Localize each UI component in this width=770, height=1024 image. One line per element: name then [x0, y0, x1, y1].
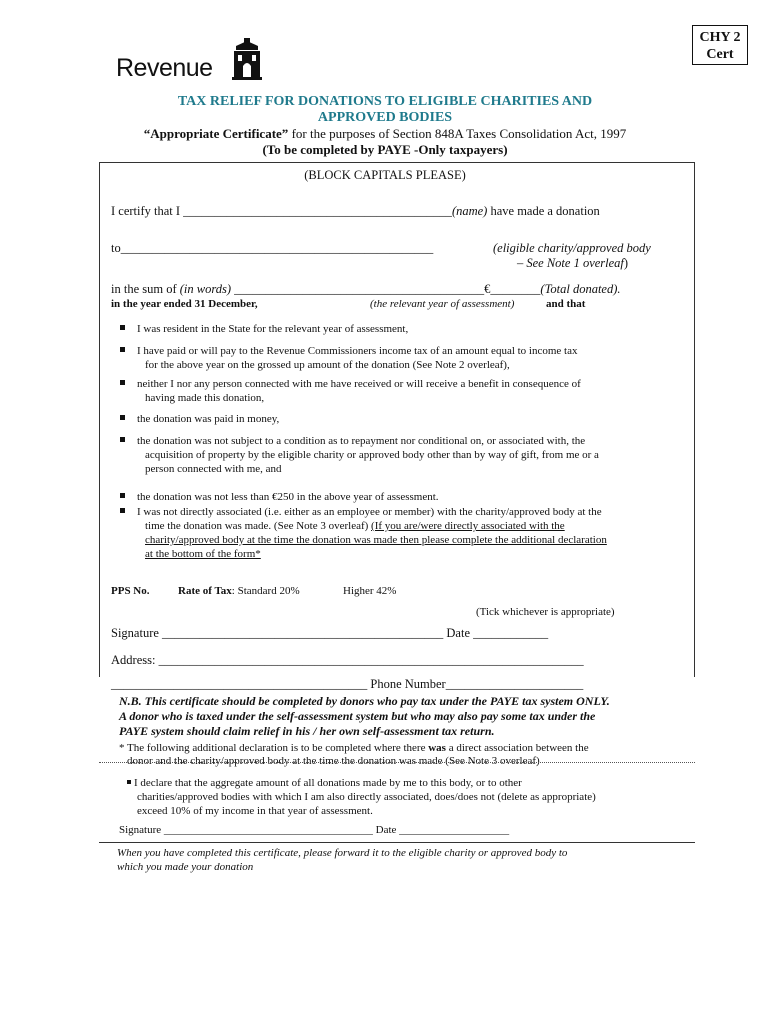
address-field[interactable]: Address: ____________________________________________________________________	[111, 653, 584, 667]
additional-b: a direct association between the	[445, 742, 589, 754]
last-bullet-line3: charity/approved body at the time the donation was made then please complete the additional declaration	[145, 534, 607, 546]
bullet-icon	[120, 380, 125, 385]
rate-higher-option[interactable]: Higher 42%	[343, 585, 397, 597]
declaration-signature-field[interactable]: Signature ______________________________________ Date ____________________	[119, 824, 510, 836]
charity-hint-line2: – See Note 1 overleaf	[517, 256, 624, 270]
sum-prefix: in the sum of	[111, 282, 180, 296]
bullet-line: the donation was not less than €250 in the above year of assessment.	[137, 491, 439, 503]
certify-name-field[interactable]: I certify that I ___________________________________________	[111, 204, 452, 218]
bullet-line: I was resident in the State for the relevant year of assessment,	[137, 323, 409, 335]
bullet-line: person connected with me, and	[145, 463, 282, 475]
form-type: Cert	[706, 47, 734, 62]
bullet-line: the donation was paid in money,	[137, 413, 280, 425]
pps-label: PPS No.	[111, 585, 150, 597]
bullet-line: for the above year on the grossed up amount of the donation (See Note 2 overleaf),	[145, 359, 510, 371]
year-suffix: and that	[546, 298, 586, 310]
charity-field[interactable]: to__________________________________________________	[111, 241, 434, 255]
rate-label: Rate of Tax	[178, 585, 232, 597]
form-code-box	[692, 25, 748, 65]
list-item	[137, 377, 697, 405]
form-title-line1: TAX RELIEF FOR DONATIONS TO ELIGIBLE CHARITIES AND	[177, 94, 593, 109]
bullet-icon	[120, 493, 125, 498]
declare-line3: exceed 10% of my income in that year of assessment.	[137, 805, 373, 817]
footer-line2: which you made your donation	[117, 861, 254, 873]
bullet-icon	[120, 437, 125, 442]
certify-line[interactable]	[111, 204, 600, 219]
subtitle-rest: for the purposes of Section 848A Taxes Consolidation Act, 1997	[288, 126, 627, 141]
list-item	[137, 505, 697, 561]
year-label: in the year ended 31 December,	[111, 298, 258, 310]
last-bullet-line2a: time the donation was made. (See Note 3 overleaf)	[145, 520, 372, 532]
sum-line[interactable]	[111, 282, 621, 297]
last-bullet-line4: at the bottom of the form*	[145, 548, 261, 560]
certify-suffix: have made a donation	[487, 204, 600, 218]
additional-line2: donor and the charity/approved body at the time the donation was made (See Note 3 overleaf)	[127, 755, 540, 767]
revenue-crest-icon	[230, 38, 264, 85]
last-bullet-line1: I was not directly associated (i.e. either as an employee or member) with the charity/approved body at the	[137, 506, 602, 518]
footer-note	[117, 846, 697, 874]
bullet-line: I have paid or will pay to the Revenue Commissioners income tax of an amount equal to income tax	[137, 345, 578, 357]
nb-note	[119, 694, 685, 739]
rate-standard-option[interactable]: : Standard 20%	[231, 585, 300, 597]
sum-words-hint: (in words)	[179, 282, 232, 296]
additional-was: was	[428, 742, 446, 754]
nb-line2: A donor who is taxed under the self-assessment system but who may also pay some tax under the	[119, 709, 596, 723]
form-subtitle	[100, 126, 670, 142]
bullet-icon	[120, 415, 125, 420]
charity-hint-line1: (eligible charity/approved body	[493, 241, 651, 255]
block-capitals-note: (BLOCK CAPITALS PLEASE)	[304, 168, 466, 182]
sum-amount-field[interactable]: ________________________________________€________	[231, 282, 541, 296]
bottom-rule	[99, 842, 695, 843]
subtitle-bold: “Appropriate Certificate”	[143, 126, 289, 141]
form-code: CHY 2	[699, 30, 741, 45]
declaration-block	[127, 776, 687, 818]
bullet-icon	[120, 508, 125, 513]
tick-note: (Tick whichever is appropriate)	[476, 606, 615, 618]
form-instruction: (To be completed by PAYE -Only taxpayers)	[262, 142, 508, 157]
list-item	[137, 490, 697, 504]
sum-total-hint: (Total donated).	[540, 282, 621, 296]
list-item	[137, 412, 697, 426]
bullet-line: acquisition of property by the eligible charity or approved body other than by way of gift, from me or a	[145, 449, 599, 461]
rate-of-tax	[178, 585, 300, 597]
nb-line1: N.B. This certificate should be completed by donors who pay tax under the PAYE tax system ONLY.	[119, 694, 610, 708]
dotted-separator	[99, 762, 695, 763]
last-bullet-line2b: (If you are/were directly associated with the	[371, 520, 565, 532]
additional-a: * The following additional declaration is to be completed where there	[119, 742, 429, 754]
declare-line2[interactable]: charities/approved bodies with which I am also directly associated, does/does not (delete as appropriate)	[137, 791, 596, 803]
phone-field[interactable]: _________________________________________ Phone Number______________________	[111, 677, 584, 691]
bullet-line: neither I nor any person connected with me have received or will receive a benefit in consequence of	[137, 378, 581, 390]
bullet-line: the donation was not subject to a condition as to repayment nor conditional on, or associated with, the	[137, 435, 586, 447]
bullet-icon	[120, 325, 125, 330]
year-hint: (the relevant year of assessment)	[370, 298, 515, 310]
list-item	[137, 434, 697, 476]
form-title-line2: APPROVED BODIES	[317, 110, 453, 125]
bullet-icon	[127, 780, 131, 784]
name-hint: (name)	[451, 204, 488, 218]
list-item	[137, 344, 697, 372]
declare-line1: I declare that the aggregate amount of all donations made by me to this body, or to other	[134, 777, 522, 789]
list-item	[137, 322, 697, 336]
charity-hint-close: )	[623, 256, 629, 270]
signature-field[interactable]: Signature _____________________________________________ Date ____________	[111, 626, 549, 640]
footer-line1: When you have completed this certificate, please forward it to the eligible charity or approved body to	[117, 847, 568, 859]
additional-declaration-note	[119, 742, 589, 754]
bullet-line: having made this donation,	[145, 392, 265, 404]
bullet-icon	[120, 347, 125, 352]
nb-line3: PAYE system should claim relief in his / her own self-assessment tax return.	[119, 724, 495, 738]
revenue-logo-text: Revenue	[116, 54, 213, 82]
